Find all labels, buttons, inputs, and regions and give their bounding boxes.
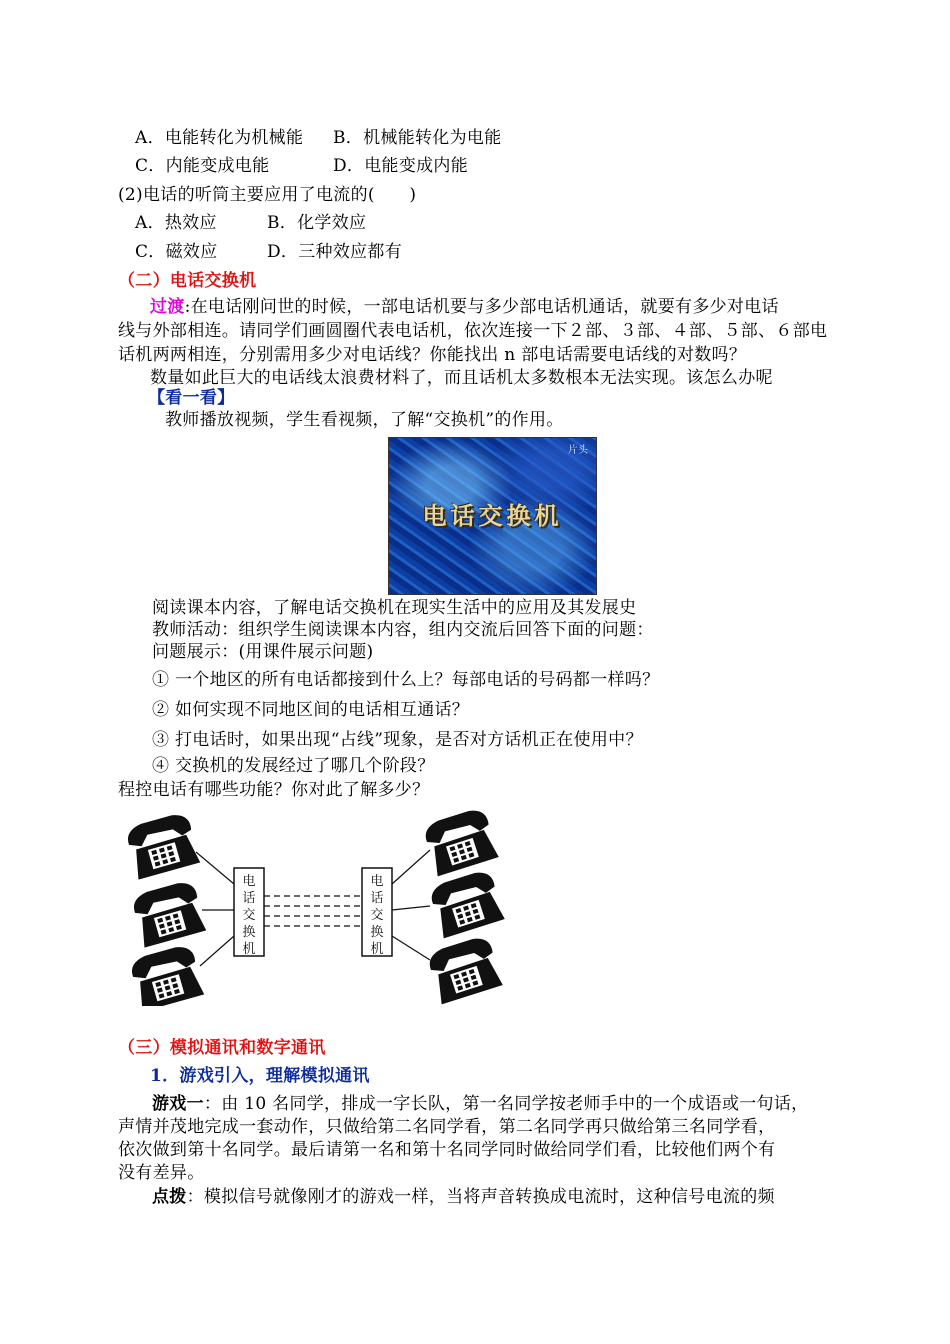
video-corner-text: 片头: [568, 445, 588, 456]
question-item-1: ① 一个地区的所有电话都接到什么上？每部电话的号码都一样吗？: [152, 670, 660, 690]
section-3-title: （三）模拟通讯和数字通讯: [118, 1038, 326, 1058]
section-2-title: （二）电话交换机: [118, 271, 257, 291]
phone-icon: [428, 869, 506, 939]
question-item-3: ③ 打电话时，如果出现“占线”现象，是否对方话机正在使用中？: [152, 730, 643, 750]
switch-left-char: 交: [242, 908, 256, 923]
switch-left-char: 话: [242, 891, 256, 906]
switch-left-char: 机: [242, 942, 256, 957]
question-item-5: 程控电话有哪些功能？你对此了解多少？: [118, 780, 430, 800]
game-para-line1: 游戏一：由 10 名同学，排成一字长队，第一名同学按老师手中的一个成语或一句话，: [152, 1094, 809, 1114]
activity-text: 教师活动：组织学生阅读课本内容，组内交流后回答下面的问题：: [152, 620, 654, 640]
switch-right-char: 电: [370, 874, 384, 889]
question-item-4: ④ 交换机的发展经过了哪几个阶段？: [152, 756, 435, 776]
phone-icon: [422, 810, 500, 877]
switch-left-char: 电: [242, 874, 256, 889]
option-c: C．内能变成电能: [135, 156, 270, 176]
video-still-image: [388, 437, 597, 595]
q2-option-d: D．三种效应都有: [267, 242, 403, 262]
phone-lines-left: [196, 852, 234, 966]
q2-option-a: A．热效应: [135, 213, 217, 233]
show-text: 问题展示：(用课件展示问题): [152, 642, 374, 662]
transition-para-line4: 数量如此巨大的电话线太浪费材料了，而且话机太多数根本无法实现。该怎么办呢: [150, 368, 773, 388]
game-para-line4: 没有差异。: [118, 1163, 205, 1183]
phone-icon: [129, 944, 205, 1006]
read-text: 阅读课本内容，了解电话交换机在现实生活中的应用及其发展史: [152, 598, 637, 618]
subsection-1-title: 1．游戏引入，理解模拟通讯: [150, 1066, 370, 1086]
option-b: B．机械能转化为电能: [333, 128, 502, 148]
teacher-video-text: 教师播放视频，学生看视频，了解“交换机”的作用。: [165, 410, 564, 430]
switch-right-char: 换: [370, 925, 384, 940]
option-d: D．电能变成内能: [333, 156, 469, 176]
game-para-line2: 声情并茂地完成一套动作，只做给第二名同学看，第二名同学再只做给第三名同学看，: [118, 1117, 776, 1137]
hint-label: 点拨: [152, 1187, 187, 1207]
hint-para-line1: 点拨：模拟信号就像刚才的游戏一样，当将声音转换成电流时，这种信号电流的频: [152, 1187, 775, 1207]
question-item-2: ② 如何实现不同地区间的电话相互通话？: [152, 700, 470, 720]
look-label: 【看一看】: [148, 388, 235, 408]
exchange-diagram: [118, 810, 508, 1006]
question-2: (2)电话的听筒主要应用了电流的( ): [118, 185, 417, 205]
phone-icon: [125, 812, 201, 881]
switch-right-char: 交: [370, 908, 384, 923]
transition-para-line2: 线与外部相连。请同学们画圆圈代表电话机，依次连接一下２部、３部、４部、５部、６部电: [118, 321, 828, 341]
transition-label: 过渡: [150, 297, 185, 317]
phone-icon: [426, 935, 504, 1005]
game-para-line3: 依次做到第十名同学。最后请第一名和第十名同学同时做给同学们看，比较他们两个有: [118, 1140, 776, 1160]
game-label: 游戏一: [152, 1094, 204, 1114]
q2-option-c: C．磁效应: [135, 242, 218, 262]
phone-icon: [131, 880, 207, 949]
switch-right-char: 机: [370, 942, 384, 957]
video-title-text: 电话交换机: [422, 501, 563, 530]
transition-para-line3: 话机两两相连，分别需用多少对电话线？你能找出 n 部电话需要电话线的对数吗？: [118, 345, 747, 365]
switch-left-char: 换: [242, 925, 256, 940]
switch-right-char: 话: [370, 891, 384, 906]
q2-option-b: B．化学效应: [267, 213, 367, 233]
transition-para-line1: 过渡:在电话刚问世的时候，一部电话机要与多少部电话机通话，就要有多少对电话: [150, 297, 779, 317]
trunk-lines: [264, 896, 362, 926]
phone-lines-right: [392, 850, 430, 960]
option-a: A．电能转化为机械能: [135, 128, 304, 148]
